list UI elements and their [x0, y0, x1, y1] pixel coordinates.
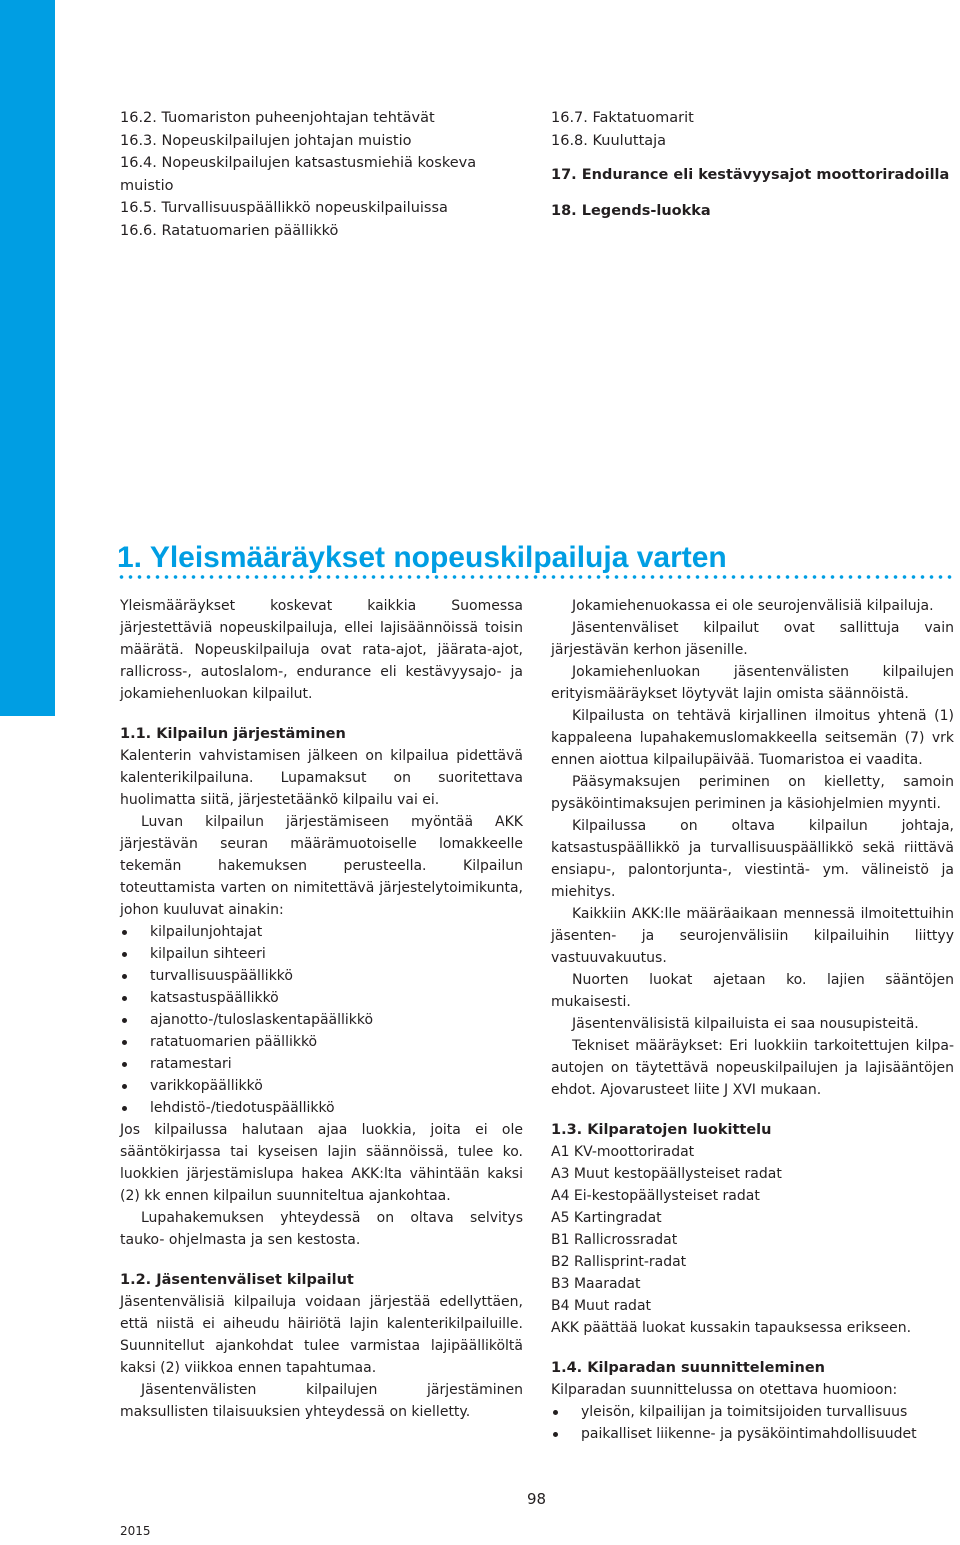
list-item: ratamestari: [120, 1053, 523, 1075]
paragraph: Pääsymaksujen periminen on kielletty, samoin pysäköintimaksujen periminen ja käsiohjelmien myynti.: [551, 774, 954, 812]
toc-item: 16.5. Turvallisuuspäällikkö nopeuskilpailuissa: [120, 200, 448, 216]
list-item: katsastuspäällikkö: [120, 987, 523, 1009]
track-class: B1 Rallicrossradat: [551, 1232, 678, 1248]
list-item: kilpailun sihteeri: [120, 943, 523, 965]
track-class: A3 Muut kestopäällysteiset radat: [551, 1166, 782, 1182]
list-item: paikalliset liikenne- ja pysäköintimahdollisuudet: [551, 1423, 954, 1445]
paragraph: AKK päättää luokat kussakin tapauksessa erikseen.: [551, 1320, 912, 1336]
right-column: [551, 595, 954, 1445]
toc-left: [120, 107, 520, 242]
paragraph: Jokamiehenluokan jäsentenvälisten kilpailujen erityismääräykset löytyvät lajin omista säännöistä.: [551, 664, 954, 702]
paragraph: Jäsentenväliset kilpailut ovat sallittuja vain järjestävän kerhon jäsenille.: [551, 620, 954, 658]
track-class: A1 KV-moottoriradat: [551, 1144, 695, 1160]
section-title: 1. Yleismääräykset nopeuskilpailuja varten: [117, 541, 727, 574]
paragraph: Jäsentenvälisten kilpailujen järjestäminen maksullisten tilaisuuksien yhteydessä on kielletty.: [120, 1382, 523, 1420]
toc-item: 16.4. Nopeuskilpailujen katsastusmiehiä koskeva: [120, 155, 477, 171]
paragraph: Kalenterin vahvistamisen jälkeen on kilpailua pidettävä kalenterikilpailuna. Lupamaksut on suoritettava huolimatta siitä, järjestetäänkö kilpailu vai ei.: [120, 748, 523, 808]
toc-item-bold: 17. Endurance eli kestävyysajot moottoriradoilla: [551, 167, 950, 183]
paragraph: Kilparadan suunnittelussa on otettava huomioon:: [551, 1382, 898, 1398]
toc-right: [551, 107, 951, 222]
track-class: B2 Rallisprint-radat: [551, 1254, 687, 1270]
list-item: yleisön, kilpailijan ja toimitsijoiden turvallisuus: [551, 1401, 954, 1423]
toc-item: 16.2. Tuomariston puheenjohtajan tehtävät: [120, 110, 435, 126]
paragraph: Jäsentenvälisiä kilpailuja voidaan järjestää edellyttäen, että niistä ei aiheudu häiriötä lajin kalenterikilpailuille. Suunnitellut ajankohdat tulee varmistaa lajipäälliköltä kaksi (2) viikkoa ennen tapahtumaa.: [120, 1294, 523, 1376]
toc-item-bold: 18. Legends-luokka: [551, 202, 711, 219]
list-item: ratatuomarien päällikkö: [120, 1031, 523, 1053]
track-class: A5 Kartingradat: [551, 1210, 662, 1226]
paragraph: Tekniset määräykset: Eri luokkiin tarkoitettujen kilpa-autojen on täytettävä nopeuskilpailujen ja lajisääntöjen ehdot. Ajovarusteet liite J XVI mukaan.: [551, 1038, 954, 1098]
footer-year: 2015: [120, 1524, 151, 1538]
track-class: B4 Muut radat: [551, 1298, 652, 1314]
side-color-bar: [0, 0, 55, 716]
track-class: B3 Maaradat: [551, 1276, 641, 1292]
toc-item: 16.7. Faktatuomarit: [551, 110, 694, 126]
heading-1-4: 1.4. Kilparadan suunnitteleminen: [551, 1360, 826, 1376]
intro-paragraph: Yleismääräykset koskevat kaikkia Suomessa järjestettäviä nopeuskilpailuja, ellei lajisäännöissä toisin määrätä. Nopeuskilpailuja ovat rata-ajot, jäärata-ajot, rallicross-, autoslalom-, endurance eli kestävyysajo- ja jokamiehenluokan kilpailut.: [120, 598, 523, 702]
paragraph: Nuorten luokat ajetaan ko. lajien sääntöjen mukaisesti.: [551, 972, 954, 1010]
list-item: kilpailunjohtajat: [120, 921, 523, 943]
track-class: A4 Ei-kestopäällysteiset radat: [551, 1188, 760, 1204]
paragraph: Luvan kilpailun järjestämiseen myöntää AKK järjestävän seuran määrämuotoiselle lomakkeelle tekemän hakemuksen perusteella. Kilpailun toteuttamista varten on nimitettävä järjestelytoimikunta, johon kuuluvat ainakin:: [120, 814, 523, 918]
planning-list: [551, 1401, 954, 1445]
committee-list: [120, 921, 523, 1119]
paragraph: Jokamiehenuokassa ei ole seurojenvälisiä kilpailuja.: [572, 598, 934, 614]
toc-item: muistio: [120, 177, 174, 194]
left-column: [120, 595, 523, 1423]
toc-item: 16.3. Nopeuskilpailujen johtajan muistio: [120, 132, 412, 149]
paragraph: Lupahakemuksen yhteydessä on oltava selvitys tauko- ohjelmasta ja sen kestosta.: [120, 1210, 523, 1248]
list-item: lehdistö-/tiedotuspäällikkö: [120, 1097, 523, 1119]
heading-1-2: 1.2. Jäsentenväliset kilpailut: [120, 1272, 354, 1288]
paragraph: Kaikkiin AKK:lle määräaikaan mennessä ilmoitettuihin jäsenten- ja seurojenvälisiin kilpailuihin liittyy vastuuvakuutus.: [551, 906, 954, 966]
heading-1-1: 1.1. Kilpailun järjestäminen: [120, 726, 346, 742]
toc-item: 16.6. Ratatuomarien päällikkö: [120, 222, 339, 239]
list-item: turvallisuuspäällikkö: [120, 965, 523, 987]
heading-1-3: 1.3. Kilparatojen luokittelu: [551, 1122, 772, 1138]
paragraph: Jäsentenvälisistä kilpailuista ei saa nousupisteitä.: [572, 1016, 919, 1032]
list-item: ajanotto-/tuloslaskentapäällikkö: [120, 1009, 523, 1031]
dotted-divider: [117, 575, 955, 579]
paragraph: Jos kilpailussa halutaan ajaa luokkia, joita ei ole sääntökirjassa tai kyseisen lajin säännöissä, tulee ko. luokkien järjestämislupa hakea AKK:lta vähintään kaksi (2) kk ennen kilpailun suunniteltua ajankohtaa.: [120, 1122, 523, 1204]
paragraph: Kilpailussa on oltava kilpailun johtaja, katsastuspäällikkö ja turvallisuuspäällikkö sekä riittävä ensiapu-, palontorjunta-, viestintä- ym. välineistö ja miehitys.: [551, 818, 954, 900]
list-item: varikkopäällikkö: [120, 1075, 523, 1097]
page-number: 98: [527, 1490, 547, 1508]
paragraph: Kilpailusta on tehtävä kirjallinen ilmoitus yhtenä (1) kappaleena lupahakemuslomakkeella seitsemän (7) vrk ennen aiottua kilpailupäivää. Tuomaristoa ei vaadita.: [551, 708, 954, 768]
toc-item: 16.8. Kuuluttaja: [551, 132, 667, 149]
